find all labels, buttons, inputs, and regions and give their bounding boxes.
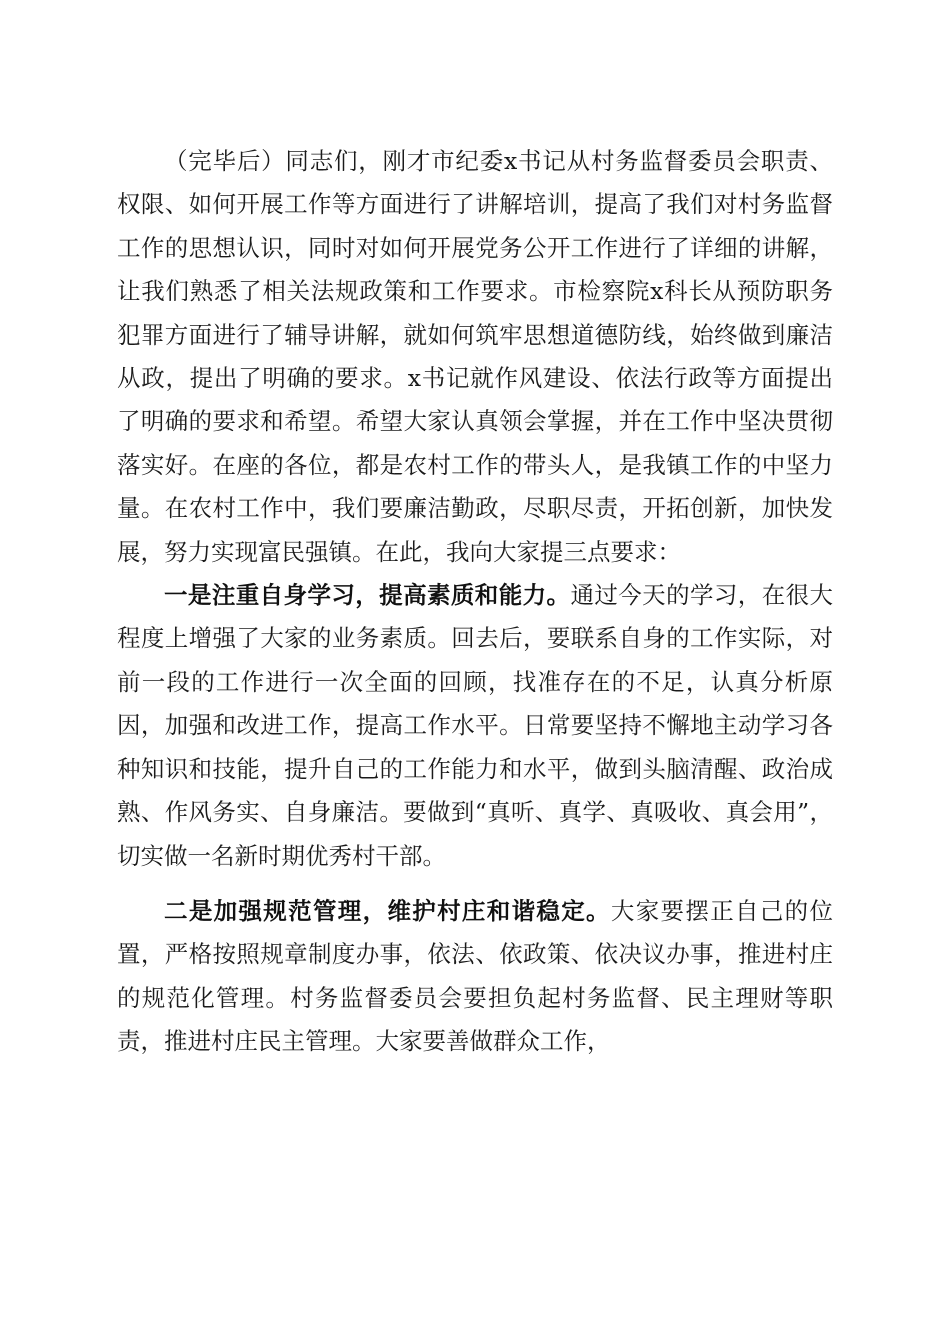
paragraph-text: （完毕后）同志们，刚才市纪委x书记从村务监督委员会职责、权限、如何开展工作等方面进行了讲解培训，提高了我们对村务监督工作的思想认识，同时对如何开展党务公开工作进行了详细的讲解，让我们熟悉了相关法规政策和工作要求。市检察院x科长从预防职务犯罪方面进行了辅导讲解，就如何筑牢思想道德防线，始终做到廉洁从政，提出了明确的要求。x书记就作风建设、依法行政等方面提出了明确的要求和希望。希望大家认真领会掌握，并在工作中坚决贯彻落实好。在座的各位，都是农村工作的带头人，是我镇工作的中坚力量。在农村工作中，我们要廉洁勤政，尽职尽责，开拓创新，加快发展，努力实现富民强镇。在此，我向大家提三点要求： bbox=[117, 147, 833, 566]
paragraph-text: 通过今天的学习，在很大程度上增强了大家的业务素质。回去后，要联系自身的工作实际，对前一段的工作进行一次全面的回顾，找准存在的不足，认真分析原因，加强和改进工作，提高工作水平。日常要坚持不懈地主动学习各种知识和技能，提升自己的工作能力和水平，做到头脑清醒、政治成熟、作风务实、自身廉洁。要做到“真听、真学、真吸收、真会用”，切实做一名新时期优秀村干部。 bbox=[117, 581, 834, 870]
paragraph-point-1 bbox=[117, 574, 833, 878]
paragraph-point-2 bbox=[117, 890, 833, 1064]
paragraph-lead: 二是加强规范管理，维护村庄和谐稳定。 bbox=[164, 896, 611, 925]
paragraph-text: 大家要摆正自己的位置，严格按照规章制度办事，依法、依政策、依决议办事，推进村庄的规范化管理。村务监督委员会要担负起村务监督、民主理财等职责，推进村庄民主管理。大家要善做群众工作， bbox=[117, 896, 834, 1056]
paragraph-lead: 一是注重自身学习，提高素质和能力。 bbox=[164, 581, 571, 610]
document-body bbox=[117, 140, 833, 1064]
paragraph-intro bbox=[117, 140, 833, 574]
